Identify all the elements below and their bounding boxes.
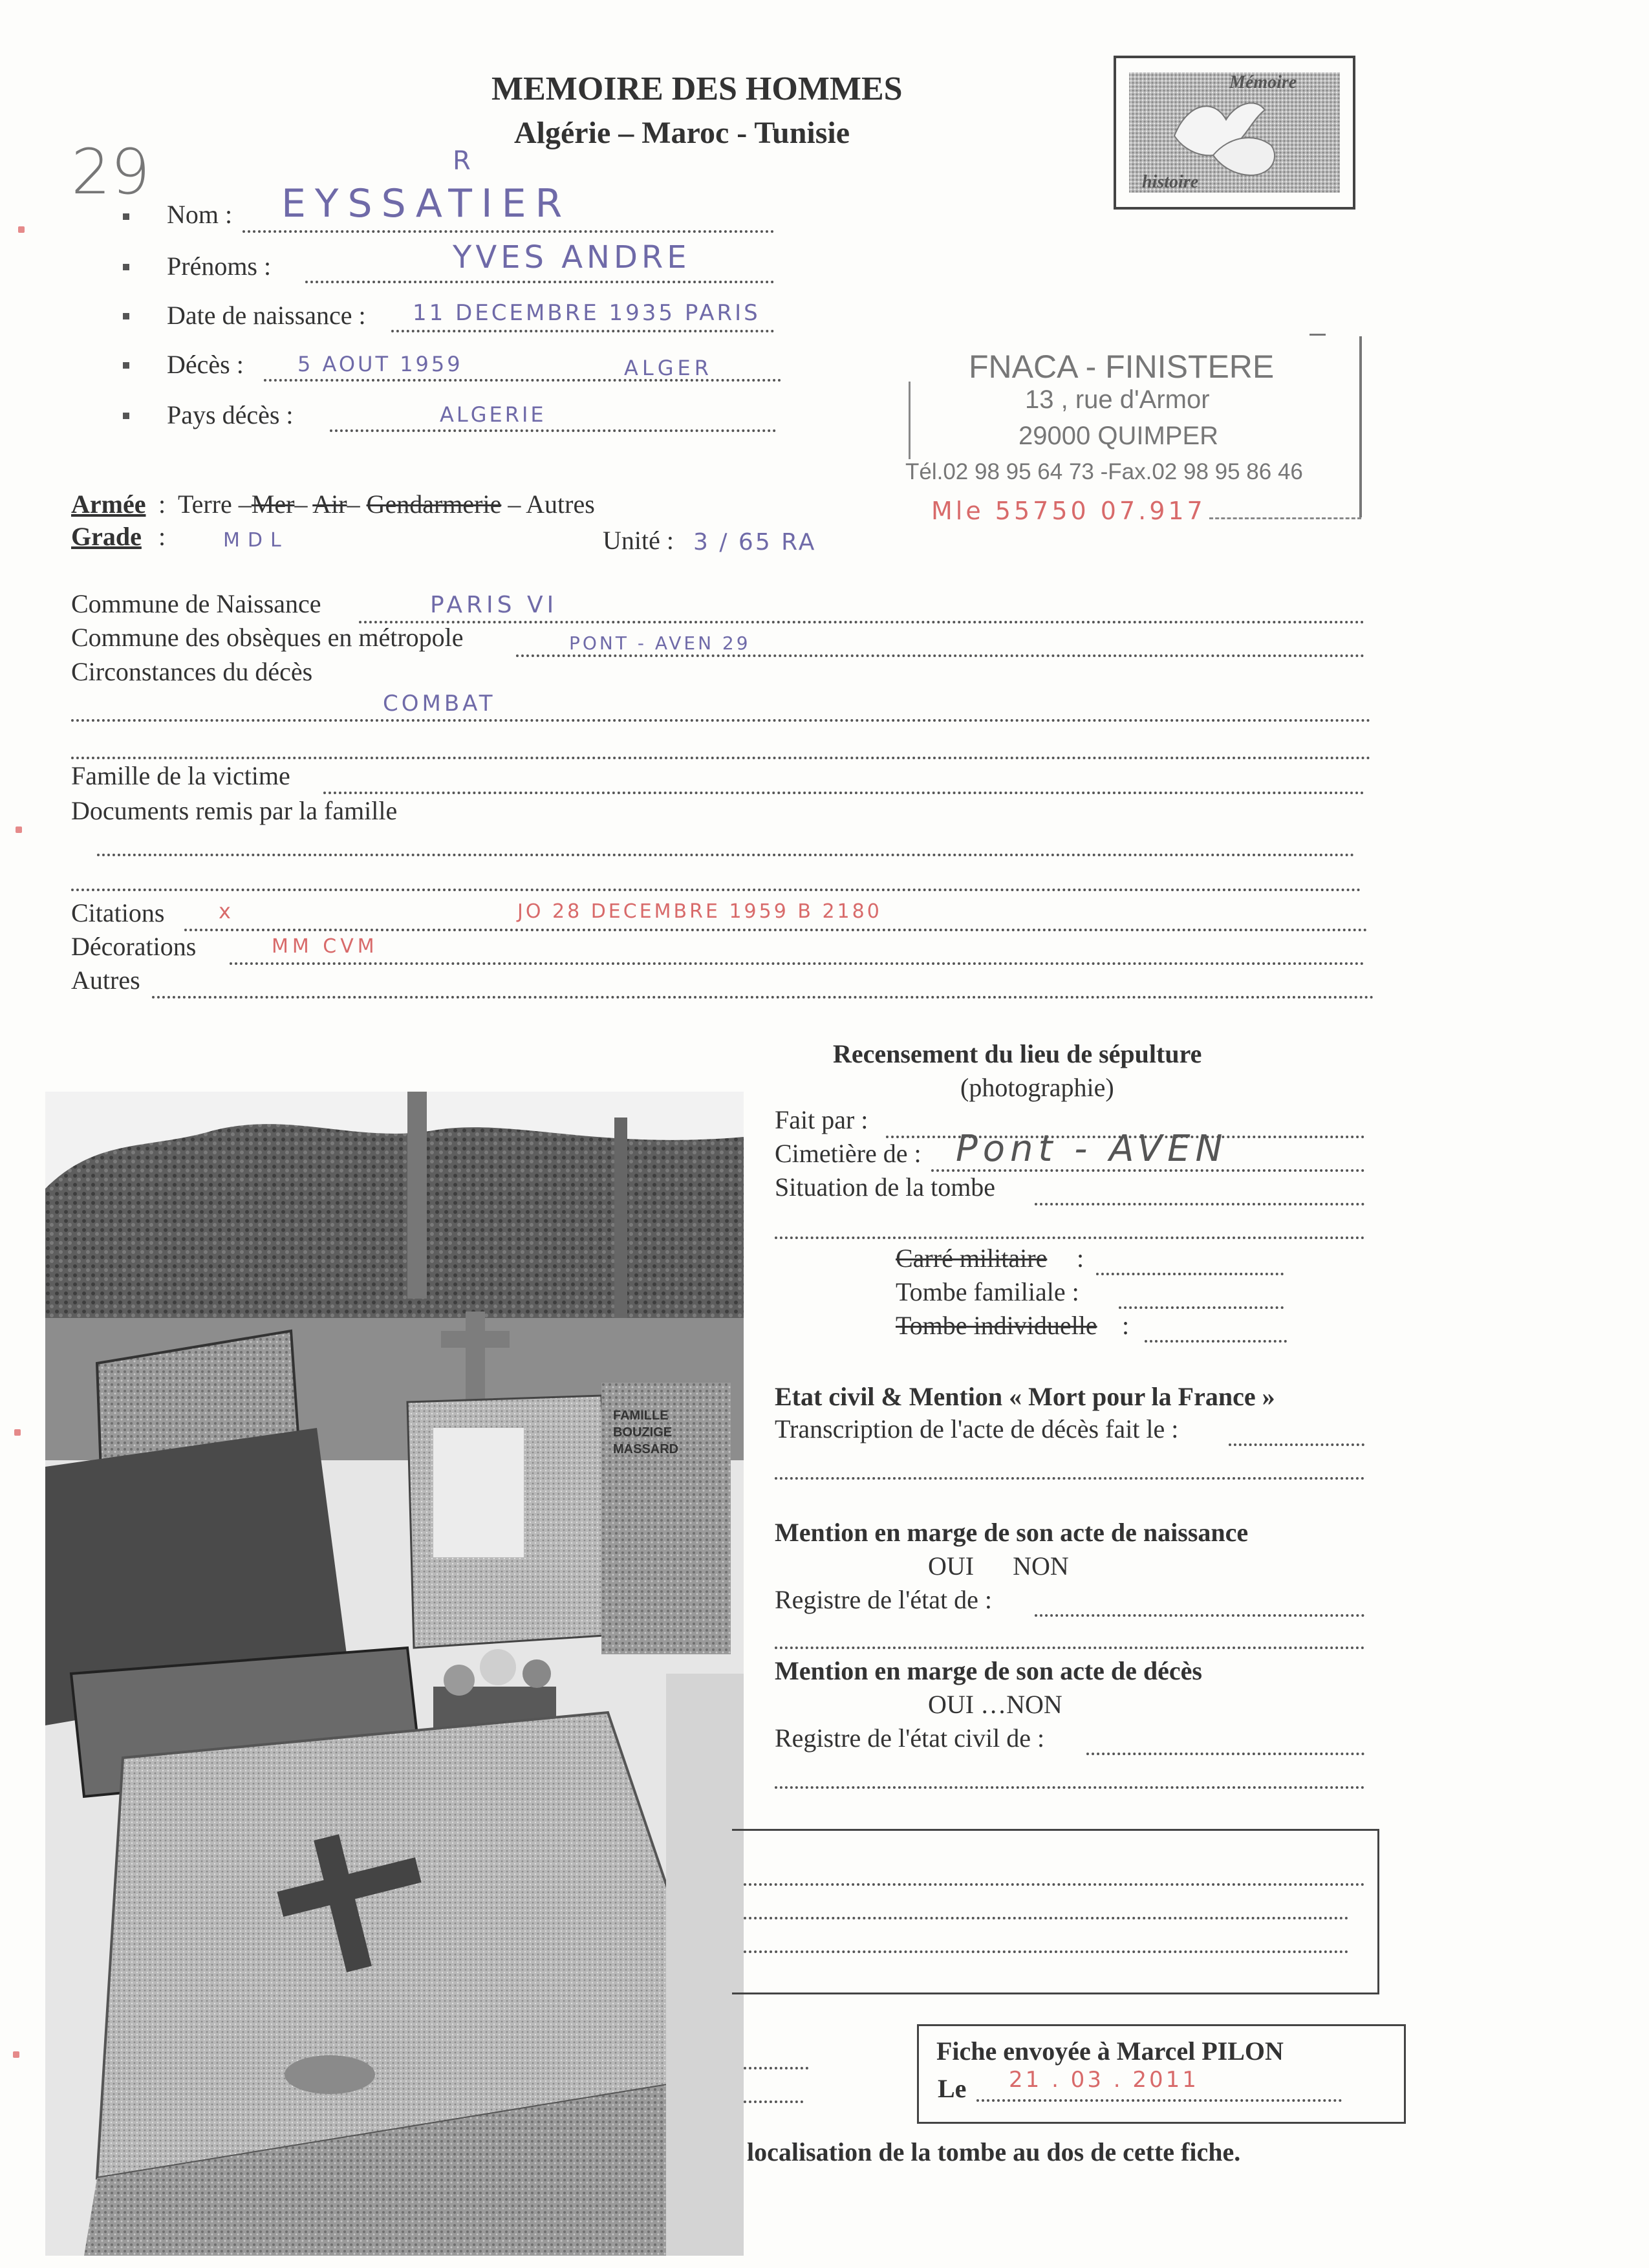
nom-label: Nom : <box>167 200 233 229</box>
page-subtitle: Algérie – Maroc - Tunisie <box>514 116 850 150</box>
registre-1-label: Registre de l'état de : <box>775 1585 992 1614</box>
commune-naissance-dots <box>359 621 1364 623</box>
individuelle-colon: : <box>1122 1311 1130 1340</box>
famille-label: Famille de la victime <box>71 761 290 790</box>
armee-option: Terre – <box>178 490 252 519</box>
localisation-note: localisation de la tombe au dos de cette fiche. <box>747 2137 1241 2166</box>
oui-non-deces: OUI …NON <box>928 1690 1062 1719</box>
logo-text-bottom: histoire <box>1142 172 1199 192</box>
notes-dots-1 <box>744 1883 1364 1886</box>
situation-label: Situation de la tombe <box>775 1172 996 1202</box>
nom-correction: R <box>453 146 475 176</box>
cimetiere-value: Pont - AVEN <box>956 1128 1228 1170</box>
commune-naissance-value: PARIS VI <box>430 592 558 618</box>
familiale-dots <box>1119 1306 1284 1309</box>
situation-dots-2 <box>775 1237 1364 1239</box>
fait-par-label: Fait par : <box>775 1105 868 1134</box>
armee-colon: : <box>158 490 166 519</box>
stamp-mle: Mle 55750 07.917 <box>931 497 1206 525</box>
stamp-city: 29000 QUIMPER <box>1018 422 1219 450</box>
familiale-label: Tombe familiale : <box>896 1277 1079 1306</box>
decorations-value: MM CVM <box>272 935 378 958</box>
naissance-label: Date de naissance : <box>167 301 366 330</box>
carre-dots <box>1096 1273 1284 1275</box>
individuelle-dots <box>1145 1340 1287 1343</box>
grave-photo <box>45 1092 744 2256</box>
obseques-dots <box>516 654 1364 657</box>
sepulture-subtitle: (photographie) <box>960 1073 1114 1102</box>
bullet <box>123 313 129 319</box>
notes-dots-3 <box>744 1950 1348 1953</box>
prenoms-label: Prénoms : <box>167 252 272 281</box>
notes-dots-2 <box>744 1917 1348 1919</box>
armee-option: Air <box>312 490 347 519</box>
partial-dots-2 <box>744 2101 803 2103</box>
transcription-dots-2 <box>775 1477 1364 1480</box>
armee-options <box>178 489 595 519</box>
obseques-value: PONT - AVEN 29 <box>569 632 751 654</box>
bullet <box>123 264 129 270</box>
bullet <box>123 213 129 220</box>
sepulture-title: Recensement du lieu de sépulture <box>833 1039 1202 1068</box>
registre-1-dots-1 <box>1035 1614 1364 1617</box>
armee-option: Mer <box>251 490 295 519</box>
page-title: MEMOIRE DES HOMMES <box>491 70 903 107</box>
circonstances-value: COMBAT <box>383 691 496 717</box>
stamp-dash <box>1209 517 1361 519</box>
unite-value: 3 / 65 RA <box>693 529 817 556</box>
photo-inscription: FAMILLE BOUZIGE MASSARD <box>613 1409 679 1456</box>
citations-value: JO 28 DECEMBRE 1959 B 2180 <box>517 900 882 923</box>
fiche-label: Fiche envoyée à Marcel PILON <box>936 2036 1284 2066</box>
registre-2-dots-1 <box>1086 1753 1364 1755</box>
citations-dots <box>184 929 1368 931</box>
carre-label: Carré militaire <box>896 1244 1048 1273</box>
deces-date: 5 AOUT 1959 <box>297 352 463 376</box>
famille-dots <box>323 792 1364 794</box>
carre-colon: : <box>1077 1244 1084 1273</box>
pays-label: Pays décès : <box>167 400 294 429</box>
memoire-histoire-logo <box>1114 56 1355 210</box>
mention-naissance-title: Mention en marge de son acte de naissance <box>775 1518 1249 1547</box>
stamp-border-right <box>1359 336 1362 517</box>
citations-label: Citations <box>71 898 165 927</box>
armee-option: – <box>347 490 367 519</box>
stamp-street: 13 , rue d'Armor <box>1025 385 1210 414</box>
naissance-value: 11 DECEMBRE 1935 PARIS <box>413 300 760 326</box>
unite-label: Unité : <box>603 526 674 555</box>
notes-box <box>732 1829 1379 1994</box>
autres-label: Autres <box>71 966 140 995</box>
etat-civil-title: Etat civil & Mention « Mort pour la France » <box>775 1382 1275 1411</box>
bullet <box>123 362 129 369</box>
registre-2-dots-2 <box>775 1786 1364 1789</box>
citations-mark: x <box>219 899 235 923</box>
margin-mark <box>13 2051 19 2058</box>
circonstances-dots-2 <box>71 757 1371 759</box>
deces-label: Décès : <box>167 350 244 379</box>
documents-dots-2 <box>71 889 1361 891</box>
oui-non-naissance: OUI NON <box>928 1551 1069 1581</box>
mention-deces-title: Mention en marge de son acte de décès <box>775 1656 1202 1685</box>
margin-mark <box>16 826 22 833</box>
grade-colon: : <box>158 522 166 551</box>
margin-mark <box>14 1429 21 1436</box>
le-dots <box>976 2099 1342 2102</box>
decorations-dots <box>230 962 1364 965</box>
bullet <box>123 413 129 419</box>
pays-value: ALGERIE <box>440 402 546 427</box>
armee-option: – Autres <box>501 490 595 519</box>
stamp-org: FNACA - FINISTERE <box>969 349 1275 385</box>
grave-photo-image <box>45 1092 744 2256</box>
registre-2-label: Registre de l'état civil de : <box>775 1723 1045 1753</box>
grade-value: MDL <box>223 529 289 552</box>
deces-lieu: ALGER <box>624 356 713 380</box>
cimetiere-label: Cimetière de : <box>775 1139 921 1168</box>
grade-label: Grade <box>71 522 142 551</box>
prenoms-value: YVES ANDRE <box>453 239 691 275</box>
armee-label: Armée <box>71 490 146 519</box>
situation-dots-1 <box>1035 1203 1364 1205</box>
pays-dots <box>330 429 776 432</box>
documents-dots-1 <box>97 854 1355 856</box>
logo-text-top: Mémoire <box>1229 72 1297 92</box>
stamp-border-left <box>909 382 911 459</box>
margin-mark <box>18 226 25 233</box>
autres-dots <box>152 996 1374 999</box>
decorations-label: Décorations <box>71 932 197 961</box>
documents-label: Documents remis par la famille <box>71 796 398 825</box>
registre-1-dots-2 <box>775 1647 1364 1649</box>
stamp-phone: Tél.02 98 95 64 73 -Fax.02 98 95 86 46 <box>905 459 1303 484</box>
transcription-label: Transcription de l'acte de décès fait le : <box>775 1414 1179 1443</box>
obseques-label: Commune des obsèques en métropole <box>71 623 464 652</box>
le-label: Le <box>938 2074 967 2103</box>
nom-dots <box>242 230 774 233</box>
partial-dots-1 <box>744 2067 808 2069</box>
le-value: 21 . 03 . 2011 <box>1009 2067 1199 2093</box>
armee-option: Gendarmerie <box>366 490 502 519</box>
circonstances-label: Circonstances du décès <box>71 657 313 686</box>
commune-naissance-label: Commune de Naissance <box>71 589 321 618</box>
prenoms-dots <box>305 281 774 283</box>
individuelle-label: Tombe individuelle <box>896 1311 1097 1340</box>
circonstances-dots-1 <box>71 719 1371 722</box>
stamp-corner <box>1310 334 1326 336</box>
naissance-dots <box>391 330 774 332</box>
armee-option: – <box>294 490 313 519</box>
nom-value: EYSSATIER <box>281 181 572 226</box>
margin-number: 29 <box>71 136 151 208</box>
transcription-dots-1 <box>1229 1443 1364 1446</box>
